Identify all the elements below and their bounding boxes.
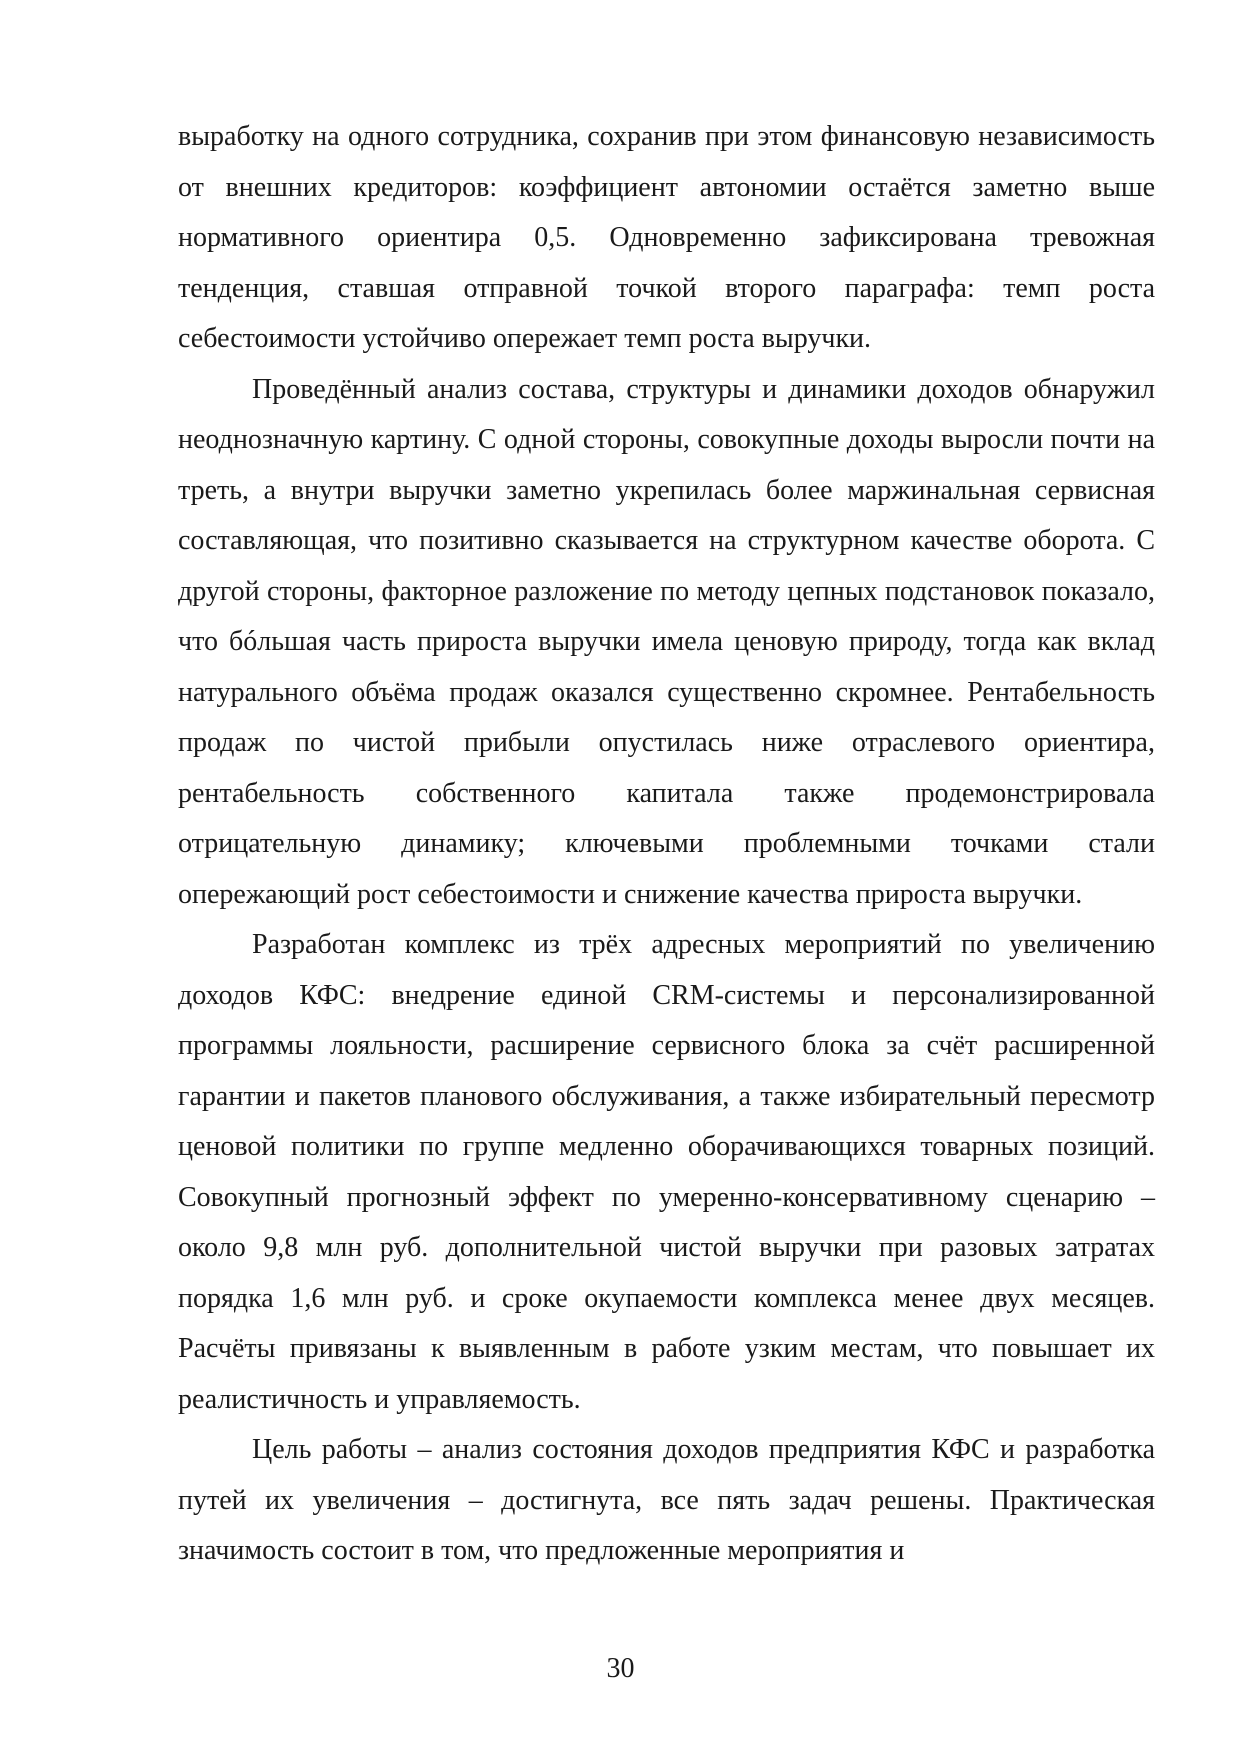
paragraph-measures: Разработан комплекс из трёх адресных мероприятий по увеличению доходов КФС: внедрение единой CRM-системы и персонализированной программы лояльности, расширение сервисного блока за счёт расширенной гарантии и пакетов планового обслуживания, а также избирательный пересмотр ценовой политики по группе медленно оборачивающихся товарных позиций. Совокупный прогнозный эффект по умеренно-консервативному сценарию – около 9,8 млн руб. дополнительной чистой выручки при разовых затратах порядка 1,6 млн руб. и сроке окупаемости комплекса менее двух месяцев. Расчёты привязаны к выявленным в работе узким местам, что повышает их реалистичность и управляемость. [178,929,1155,1415]
body-text [178,112,1155,1577]
paragraph-continuation: выработку на одного сотрудника, сохранив при этом финансовую независимость от внешних кредиторов: коэффициент автономии остаётся заметно выше нормативного ориентира 0,5. Одновременно зафиксирована тревожная тенденция, ставшая отправной точкой второго параграфа: темп роста себестоимости устойчиво опережает темп роста выручки. [178,121,1155,354]
paragraph-goal-achieved: Цель работы – анализ состояния доходов предприятия КФС и разработка путей их увеличения – достигнута, все пять задач решены. Практическая значимость состоит в том, что предложенные мероприятия и [178,1434,1155,1566]
page-number: 30 [606,1653,635,1684]
paragraph-analysis-results: Проведённый анализ состава, структуры и динамики доходов обнаружил неоднозначную картину. С одной стороны, совокупные доходы выросли почти на треть, а внутри выручки заметно укрепилась более маржинальная сервисная составляющая, что позитивно сказывается на структурном качестве оборота. С другой стороны, факторное разложение по методу цепных подстановок показало, что бóльшая часть прироста выручки имела ценовую природу, тогда как вклад натурального объёма продаж оказался существенно скромнее. Рентабельность продаж по чистой прибыли опустилась ниже отраслевого ориентира, рентабельность собственного капитала также продемонстрировала отрицательную динамику; ключевыми проблемными точками стали опережающий рост себестоимости и снижение качества прироста выручки. [178,373,1155,910]
